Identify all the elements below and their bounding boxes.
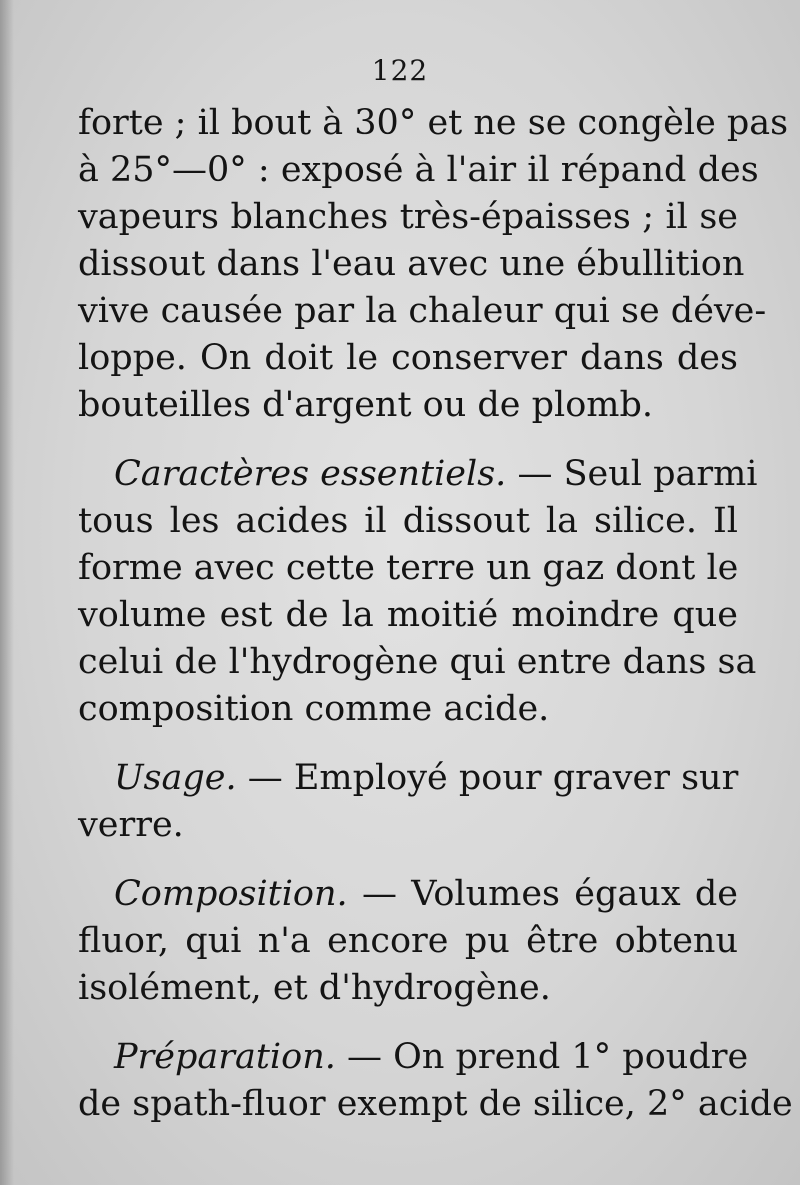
text-line: forte ; il bout à 30° et ne se congèle pas [78,103,789,143]
text-line: isolément, et d'hydrogène. [78,968,551,1008]
text-line: dissout dans l'eau avec une ébullition [78,244,745,284]
text-line: celui de l'hydrogène qui entre dans sa [78,642,757,682]
text-line: loppe. On doit le conserver dans des [78,338,738,378]
section-heading: Préparation. [114,1037,336,1077]
text-line: à 25°—0° : exposé à l'air il répand des [78,150,759,190]
text-body [78,100,793,1128]
text-line: vive causée par la chaleur qui se déve- [78,291,767,331]
text-line [78,871,738,918]
section-heading: Usage. [114,758,237,798]
text-line: fluor, qui n'a encore pu être obtenu [78,921,738,961]
text-line: vapeurs blanches très-épaisses ; il se [78,197,738,237]
text-fragment: — Employé pour graver sur [236,758,739,798]
section-heading: Composition. [114,874,348,914]
paragraph-composition [78,871,738,1012]
text-line [78,755,738,802]
text-line [78,1034,749,1081]
text-line [78,451,758,498]
page-number: 122 [371,54,429,87]
text-line: bouteilles d'argent ou de plomb. [78,385,654,425]
text-fragment: — Seul parmi [506,454,758,494]
text-line: verre. [78,805,184,845]
text-line: volume est de la moitié moindre que [78,595,738,635]
text-fragment: — On prend 1° poudre [335,1037,749,1077]
paragraph-usage [78,755,738,849]
text-line: tous les acides il dissout la silice. Il [78,501,738,541]
paragraph-preparation [78,1034,793,1128]
text-line: de spath-fluor exempt de silice, 2° acide [78,1084,793,1124]
paragraph-1 [78,100,789,429]
text-line: forme avec cette terre un gaz dont le [78,548,739,588]
section-heading: Caractères essentiels. [114,454,507,494]
paragraph-caracteres [78,451,758,733]
text-line: composition comme acide. [78,689,550,729]
text-fragment: — Volumes égaux de [347,874,738,914]
